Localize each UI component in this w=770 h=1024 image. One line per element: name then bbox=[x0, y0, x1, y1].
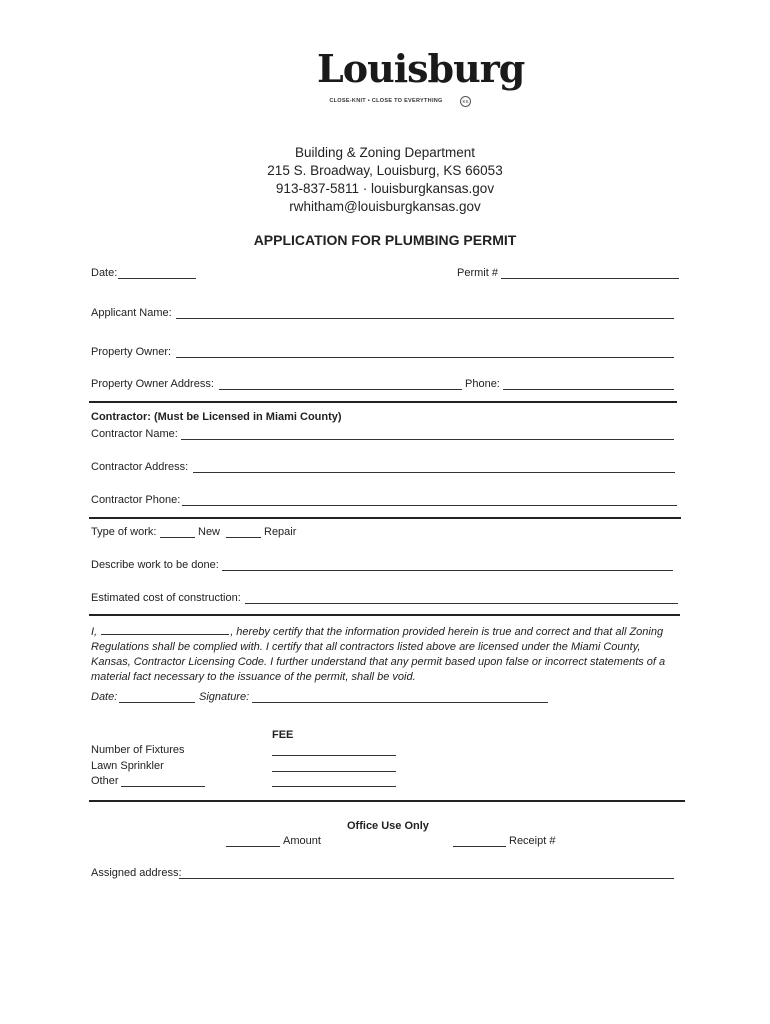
permit-label: Permit # bbox=[457, 267, 498, 279]
logo-badge: KS bbox=[460, 96, 471, 107]
logo-tagline: CLOSE-KNIT • CLOSE TO EVERYTHING bbox=[329, 98, 443, 104]
section-divider bbox=[89, 517, 681, 519]
permit-number-field[interactable] bbox=[501, 278, 679, 279]
form-title: APPLICATION FOR PLUMBING PERMIT bbox=[253, 232, 517, 248]
fee-other-description-field[interactable] bbox=[121, 786, 205, 787]
estimated-cost-field[interactable] bbox=[245, 603, 678, 604]
fee-heading: FEE bbox=[272, 729, 294, 741]
repair-checkbox-blank[interactable] bbox=[226, 537, 261, 538]
department-name: Building & Zoning Department bbox=[294, 145, 476, 160]
section-divider bbox=[89, 800, 685, 802]
owner-address-field[interactable] bbox=[219, 389, 462, 390]
contractor-name-label: Contractor Name: bbox=[91, 428, 178, 440]
amount-label: Amount bbox=[283, 835, 321, 847]
cert-date-label: Date: bbox=[91, 691, 118, 703]
logo-wordmark: Louisburg bbox=[317, 46, 525, 91]
new-checkbox-blank[interactable] bbox=[160, 537, 195, 538]
fee-item-fixtures: Number of Fixtures bbox=[91, 744, 185, 756]
date-label: Date: bbox=[91, 267, 118, 279]
new-label: New bbox=[198, 526, 221, 538]
describe-work-label: Describe work to be done: bbox=[91, 559, 219, 571]
signature-field[interactable] bbox=[252, 702, 548, 703]
department-email: rwhitham@louisburgkansas.gov bbox=[289, 199, 481, 214]
section-divider bbox=[89, 401, 677, 403]
contractor-heading: Contractor: (Must be Licensed in Miami County) bbox=[91, 411, 342, 423]
signature-label: Signature: bbox=[199, 691, 250, 703]
department-phone-web: 913-837-5811 · louisburgkansas.gov bbox=[275, 181, 495, 196]
contractor-phone-field[interactable] bbox=[182, 505, 677, 506]
phone-label: Phone: bbox=[465, 378, 500, 390]
amount-field[interactable] bbox=[226, 846, 280, 847]
fee-sprinkler-field[interactable] bbox=[272, 771, 396, 772]
assigned-address-label: Assigned address: bbox=[91, 867, 182, 879]
certifier-name-field[interactable] bbox=[101, 624, 229, 635]
applicant-name-label: Applicant Name: bbox=[91, 307, 172, 319]
describe-work-field[interactable] bbox=[222, 570, 673, 571]
contractor-address-field[interactable] bbox=[193, 472, 675, 473]
owner-phone-field[interactable] bbox=[503, 389, 674, 390]
department-header bbox=[0, 144, 770, 216]
fee-fixtures-field[interactable] bbox=[272, 755, 396, 756]
certification-statement bbox=[91, 624, 681, 685]
applicant-name-field[interactable] bbox=[176, 318, 674, 319]
receipt-field[interactable] bbox=[453, 846, 506, 847]
property-owner-field[interactable] bbox=[176, 357, 674, 358]
owner-address-label: Property Owner Address: bbox=[91, 378, 214, 390]
certification-prefix: I, bbox=[91, 626, 98, 638]
cert-date-field[interactable] bbox=[119, 702, 195, 703]
section-divider bbox=[89, 614, 680, 616]
fee-other-field[interactable] bbox=[272, 786, 396, 787]
contractor-phone-label: Contractor Phone: bbox=[91, 494, 181, 506]
louisburg-logo bbox=[312, 46, 525, 116]
assigned-address-field[interactable] bbox=[179, 878, 674, 879]
property-owner-label: Property Owner: bbox=[91, 346, 172, 358]
department-address: 215 S. Broadway, Louisburg, KS 66053 bbox=[267, 163, 503, 178]
contractor-name-field[interactable] bbox=[181, 439, 674, 440]
estimated-cost-label: Estimated cost of construction: bbox=[91, 592, 241, 604]
contractor-address-label: Contractor Address: bbox=[91, 461, 189, 473]
repair-label: Repair bbox=[264, 526, 297, 538]
type-of-work-label: Type of work: bbox=[91, 526, 157, 538]
date-field[interactable] bbox=[118, 278, 196, 279]
office-use-heading: Office Use Only bbox=[347, 820, 429, 832]
fee-item-other: Other bbox=[91, 775, 119, 787]
certification-text: , hereby certify that the information provided herein is true and correct and that all Zoning Regulations shall be complied with. I certify that all contractors listed above are licensed under the Miami County, Kansas, Contractor Licensing Code. I further understand that any permit based upon false or incorrect statements of a material fact necessary to the issuance of the permit, shall be void. bbox=[91, 626, 666, 683]
fee-item-lawn-sprinkler: Lawn Sprinkler bbox=[91, 760, 164, 772]
receipt-label: Receipt # bbox=[509, 835, 556, 847]
